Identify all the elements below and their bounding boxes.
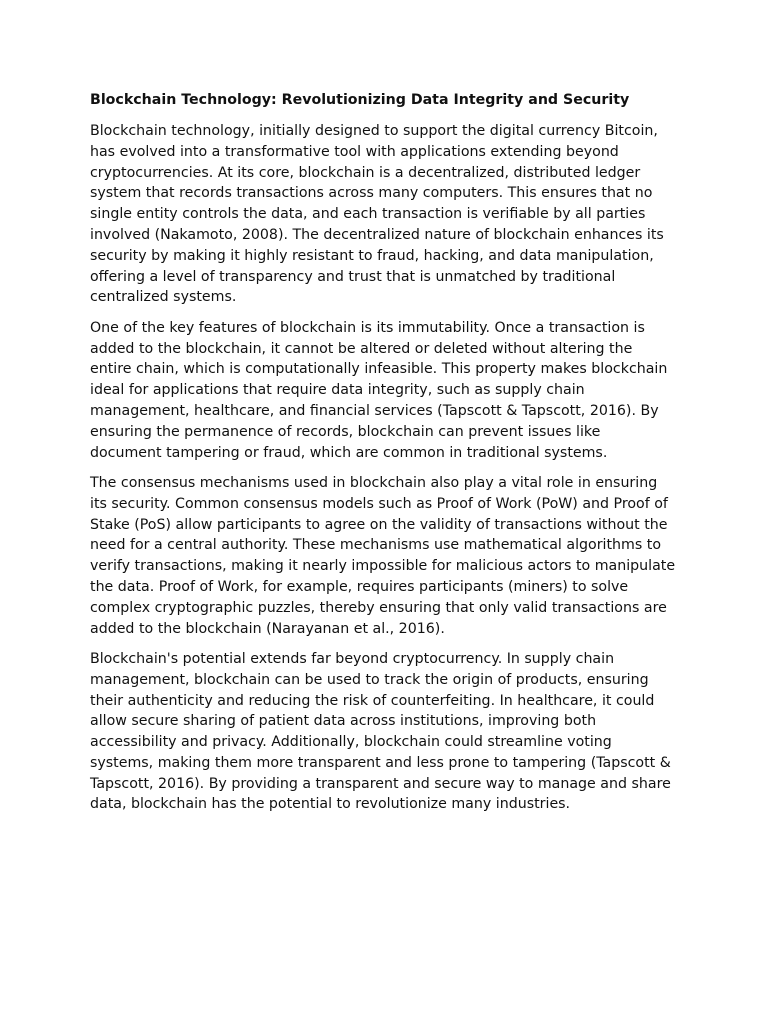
paragraph-intro: Blockchain technology, initially designed to support the digital currency Bitcoin, has evolved into a transformative tool with applications extending beyond cryptocurrencies. At its core, blockchain is a decentralized, distributed ledger system that records transactions across many computers. This ensures that no single entity controls the data, and each transaction is verifiable by all parties involved (Nakamoto, 2008). The decentralized nature of blockchain enhances its security by making it highly resistant to fraud, hacking, and data manipulation, offering a level of transparency and trust that is unmatched by traditional centralized systems.	[90, 123, 664, 306]
document-title: Blockchain Technology: Revolutionizing Data Integrity and Security	[90, 92, 630, 108]
paragraph-consensus: The consensus mechanisms used in blockchain also play a vital role in ensuring its security. Common consensus models such as Proof of Work (PoW) and Proof of Stake (PoS) allow participants to agree on the validity of transactions without the need for a central authority. These mechanisms use mathematical algorithms to verify transactions, making it nearly impossible for malicious actors to manipulate the data. Proof of Work, for example, requires participants (miners) to solve complex cryptographic puzzles, thereby ensuring that only valid transactions are added to the blockchain (Narayanan et al., 2016).	[90, 474, 676, 637]
paragraph-immutability: One of the key features of blockchain is its immutability. Once a transaction is added to the blockchain, it cannot be altered or deleted without altering the entire chain, which is computationally infeasible. This property makes blockchain ideal for applications that require data integrity, such as supply chain management, healthcare, and financial services (Tapscott & Tapscott, 2016). By ensuring the permanence of records, blockchain can prevent issues like document tampering or fraud, which are common in traditional systems.	[90, 319, 668, 461]
paragraph-applications: Blockchain's potential extends far beyond cryptocurrency. In supply chain management, blockchain can be used to track the origin of products, ensuring their authenticity and reducing the risk of counterfeiting. In healthcare, it could allow secure sharing of patient data across institutions, improving both accessibility and privacy. Additionally, blockchain could streamline voting systems, making them more transparent and less prone to tampering (Tapscott & Tapscott, 2016). By providing a transparent and secure way to manage and share data, blockchain has the potential to revolutionize many industries.	[90, 650, 671, 813]
document-page	[90, 89, 676, 825]
